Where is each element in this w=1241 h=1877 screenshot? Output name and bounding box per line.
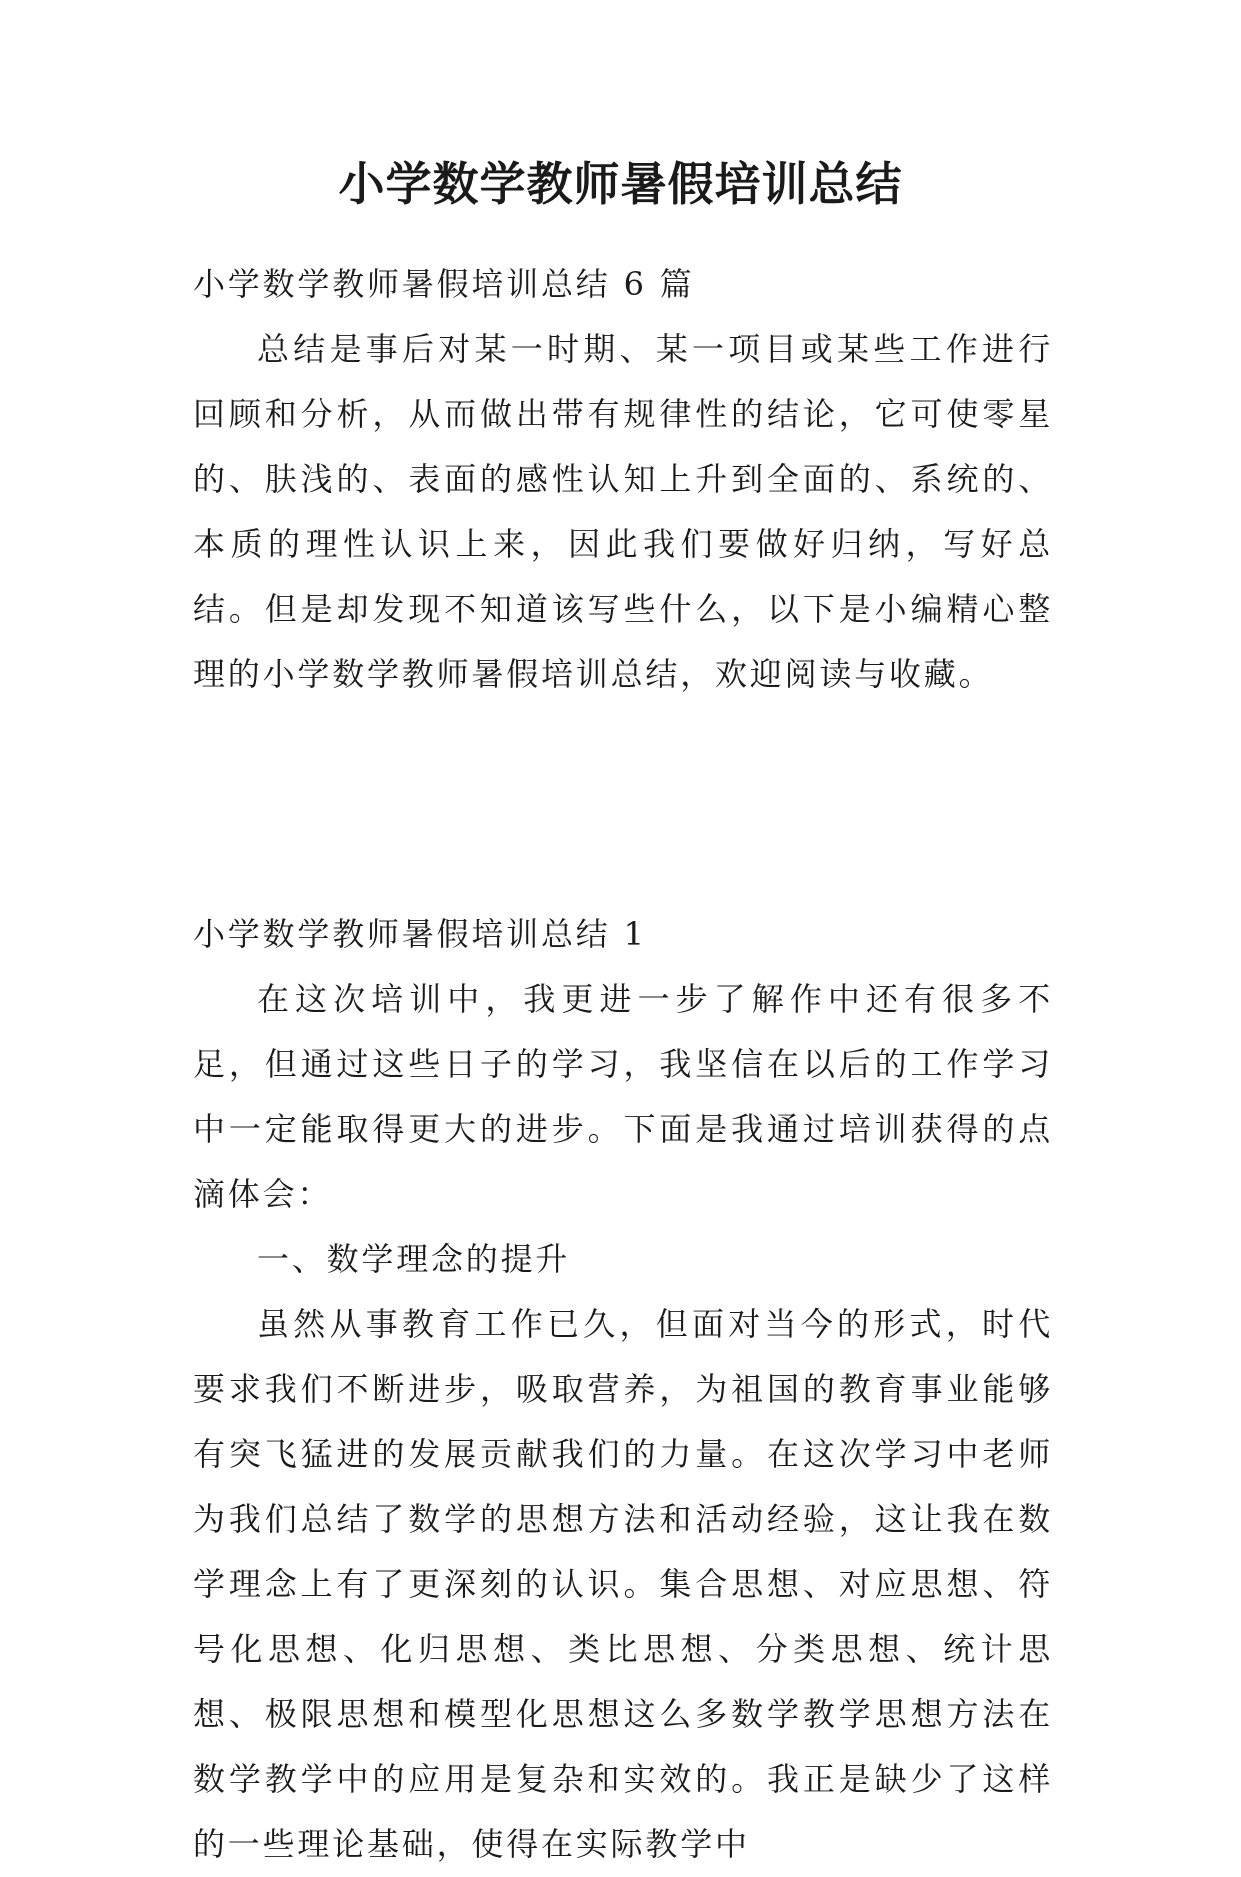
section-1-paragraph-2: 虽然从事教育工作已久，但面对当今的形式，时代要求我们不断进步，吸取营养，为祖国的教育事业能够有突飞猛进的发展贡献我们的力量。在这次学习中老师为我们总结了数学的思想方法和活动经验，这让我在数学理念上有了更深刻的认识。集合思想、对应思想、符号化思想、化归思想、类比思想、分类思想、统计思想、极限思想和模型化思想这么多数学教学思想方法在数学教学中的应用是复杂和实效的。我正是缺少了这样的一些理论基础，使得在实际教学中 [193,1305,1053,1863]
document-subtitle: 小学数学教师暑假培训总结 6 篇 [193,265,695,303]
document-body [193,252,1053,1877]
section-1-heading: 小学数学教师暑假培训总结 1 [193,915,647,953]
section-spacer [193,707,1053,902]
intro-paragraph: 总结是事后对某一时期、某一项目或某些工作进行回顾和分析，从而做出带有规律性的结论，它可使零星的、肤浅的、表面的感性认知上升到全面的、系统的、本质的理性认识上来，因此我们要做好归纳，写好总结。但是却发现不知道该写些什么，以下是小编精心整理的小学数学教师暑假培训总结，欢迎阅读与收藏。 [193,330,1053,693]
document-title: 小学数学教师暑假培训总结 [338,157,903,211]
section-1-subheading-1: 一、数学理念的提升 [257,1240,571,1278]
section-1-paragraph-1: 在这次培训中，我更进一步了解作中还有很多不足，但通过这些日子的学习，我坚信在以后的工作学习中一定能取得更大的进步。下面是我通过培训获得的点滴体会： [193,980,1053,1213]
